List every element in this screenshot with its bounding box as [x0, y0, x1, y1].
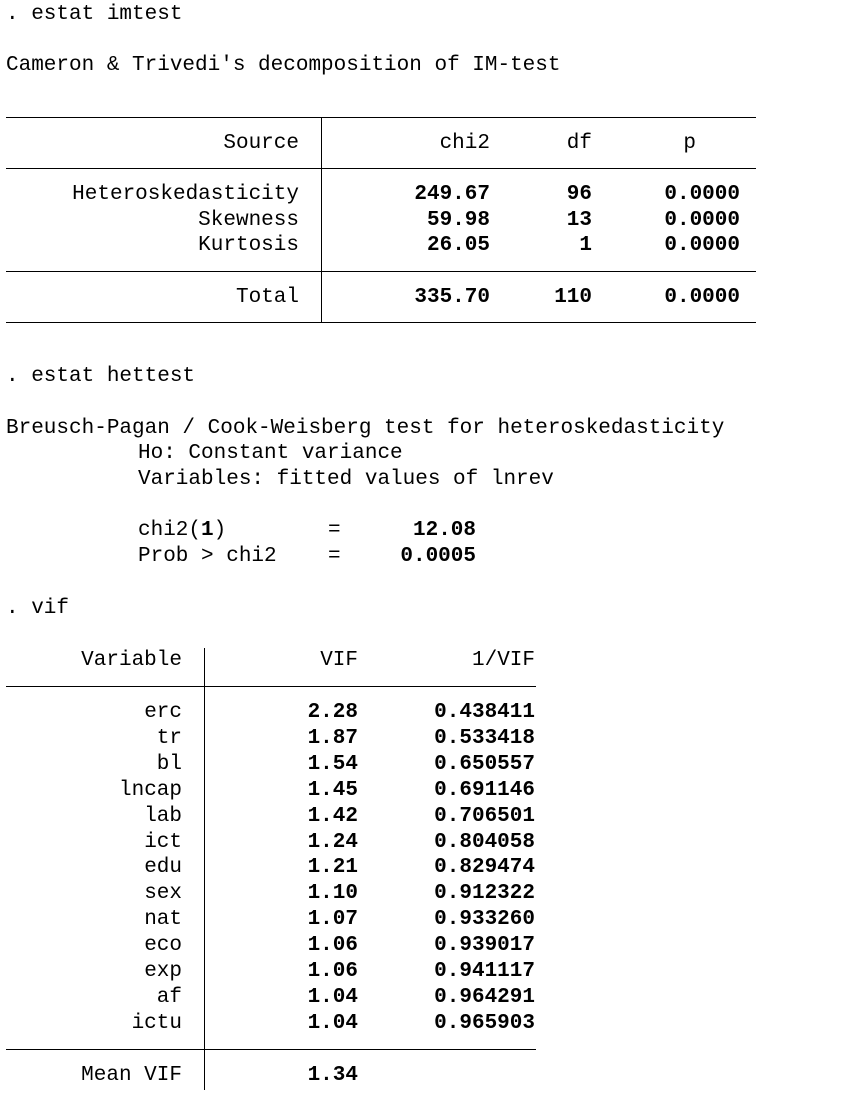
vif-row-vif: 1.04	[307, 1012, 358, 1035]
imtest-bottom-rule	[6, 322, 756, 323]
vif-row-vif: 1.87	[307, 727, 358, 750]
vif-header-variable: Variable	[81, 649, 182, 672]
hettest-prob-label: Prob > chi2	[138, 545, 277, 568]
imtest-header-chi2: chi2	[439, 132, 490, 155]
vif-row-inv: 0.691146	[434, 779, 535, 802]
hettest-command: . estat hettest	[6, 365, 196, 388]
vif-header-vif: VIF	[320, 649, 358, 672]
vif-row-variable: lab	[144, 805, 182, 828]
vif-row-vif: 1.21	[307, 856, 358, 879]
vif-row-vif: 1.06	[307, 960, 358, 983]
vif-header-rule	[6, 686, 536, 687]
vif-row-variable: exp	[144, 960, 182, 983]
chi2-df: 1	[201, 519, 214, 542]
imtest-row-p: 0.0000	[664, 209, 740, 232]
imtest-row-source: Skewness	[198, 209, 299, 232]
vif-command: . vif	[6, 597, 70, 620]
vif-row-vif: 1.10	[307, 882, 358, 905]
vif-mean-label: Mean VIF	[81, 1064, 182, 1087]
imtest-row-source: Heteroskedasticity	[72, 183, 299, 206]
vif-row-inv: 0.650557	[434, 753, 535, 776]
vif-row-inv: 0.912322	[434, 882, 535, 905]
vif-row-vif: 1.07	[307, 908, 358, 931]
vif-row-inv: 0.964291	[434, 986, 535, 1009]
vif-row-variable: ict	[144, 831, 182, 854]
vif-row-variable: erc	[144, 701, 182, 724]
vif-row-inv: 0.706501	[434, 805, 535, 828]
hettest-title: Breusch-Pagan / Cook-Weisberg test for heteroskedasticity	[6, 417, 725, 440]
vif-row-variable: ictu	[131, 1012, 182, 1035]
hettest-chi2-value: 12.08	[412, 519, 476, 542]
chi2-prefix: chi2(	[138, 519, 202, 542]
vif-row-vif: 1.06	[307, 934, 358, 957]
imtest-row-df: 96	[566, 183, 592, 206]
imtest-header-df: df	[566, 132, 592, 155]
imtest-row-p: 0.0000	[664, 183, 740, 206]
vif-row-inv: 0.804058	[434, 831, 535, 854]
imtest-row-chi2: 249.67	[414, 183, 490, 206]
vif-row-vif: 1.42	[307, 805, 358, 828]
imtest-total-rule	[6, 271, 756, 272]
vif-row-variable: tr	[156, 727, 182, 750]
imtest-command: . estat imtest	[6, 3, 183, 26]
vif-row-variable: af	[156, 986, 182, 1009]
imtest-total-p: 0.0000	[664, 286, 740, 309]
vif-row-vif: 1.54	[307, 753, 358, 776]
imtest-total-chi2: 335.70	[414, 286, 490, 309]
vif-divider	[204, 648, 205, 1090]
imtest-total-df: 110	[554, 286, 592, 309]
vif-row-vif: 1.24	[307, 831, 358, 854]
imtest-row-p: 0.0000	[664, 234, 740, 257]
vif-row-variable: bl	[156, 753, 182, 776]
vif-row-inv: 0.933260	[434, 908, 535, 931]
vif-row-vif: 2.28	[307, 701, 358, 724]
vif-row-inv: 0.829474	[434, 856, 535, 879]
chi2-suffix: )	[213, 519, 227, 542]
vif-row-inv: 0.939017	[434, 934, 535, 957]
vif-row-vif: 1.45	[307, 779, 358, 802]
imtest-row-chi2: 26.05	[426, 234, 490, 257]
vif-header-inv: 1/VIF	[471, 649, 535, 672]
vif-row-inv: 0.438411	[434, 701, 535, 724]
imtest-row-df: 13	[566, 209, 592, 232]
vif-row-variable: sex	[144, 882, 182, 905]
vif-row-variable: lncap	[118, 779, 182, 802]
imtest-title: Cameron & Trivedi's decomposition of IM-test	[6, 54, 561, 77]
imtest-top-rule	[6, 117, 756, 118]
imtest-header-p: p	[683, 132, 696, 155]
vif-row-inv: 0.533418	[434, 727, 535, 750]
hettest-prob-eq: =	[328, 545, 341, 568]
vif-row-inv: 0.941117	[434, 960, 535, 983]
hettest-prob-value: 0.0005	[400, 545, 476, 568]
imtest-row-df: 1	[579, 234, 592, 257]
imtest-row-source: Kurtosis	[198, 234, 299, 257]
imtest-total-source: Total	[235, 286, 299, 309]
vif-row-inv: 0.965903	[434, 1012, 535, 1035]
imtest-header-rule	[6, 168, 756, 169]
vif-mean-value: 1.34	[307, 1064, 358, 1087]
vif-row-variable: nat	[144, 908, 182, 931]
vif-mean-rule	[6, 1049, 536, 1050]
hettest-ho: Ho: Constant variance	[138, 442, 403, 465]
vif-row-variable: eco	[144, 934, 182, 957]
imtest-header-source: Source	[223, 132, 299, 155]
vif-row-variable: edu	[144, 856, 182, 879]
imtest-divider	[321, 117, 322, 323]
imtest-row-chi2: 59.98	[426, 209, 490, 232]
hettest-chi2-label	[138, 518, 226, 544]
vif-row-vif: 1.04	[307, 986, 358, 1009]
hettest-variables: Variables: fitted values of lnrev	[138, 468, 554, 491]
hettest-chi2-eq: =	[328, 519, 341, 542]
